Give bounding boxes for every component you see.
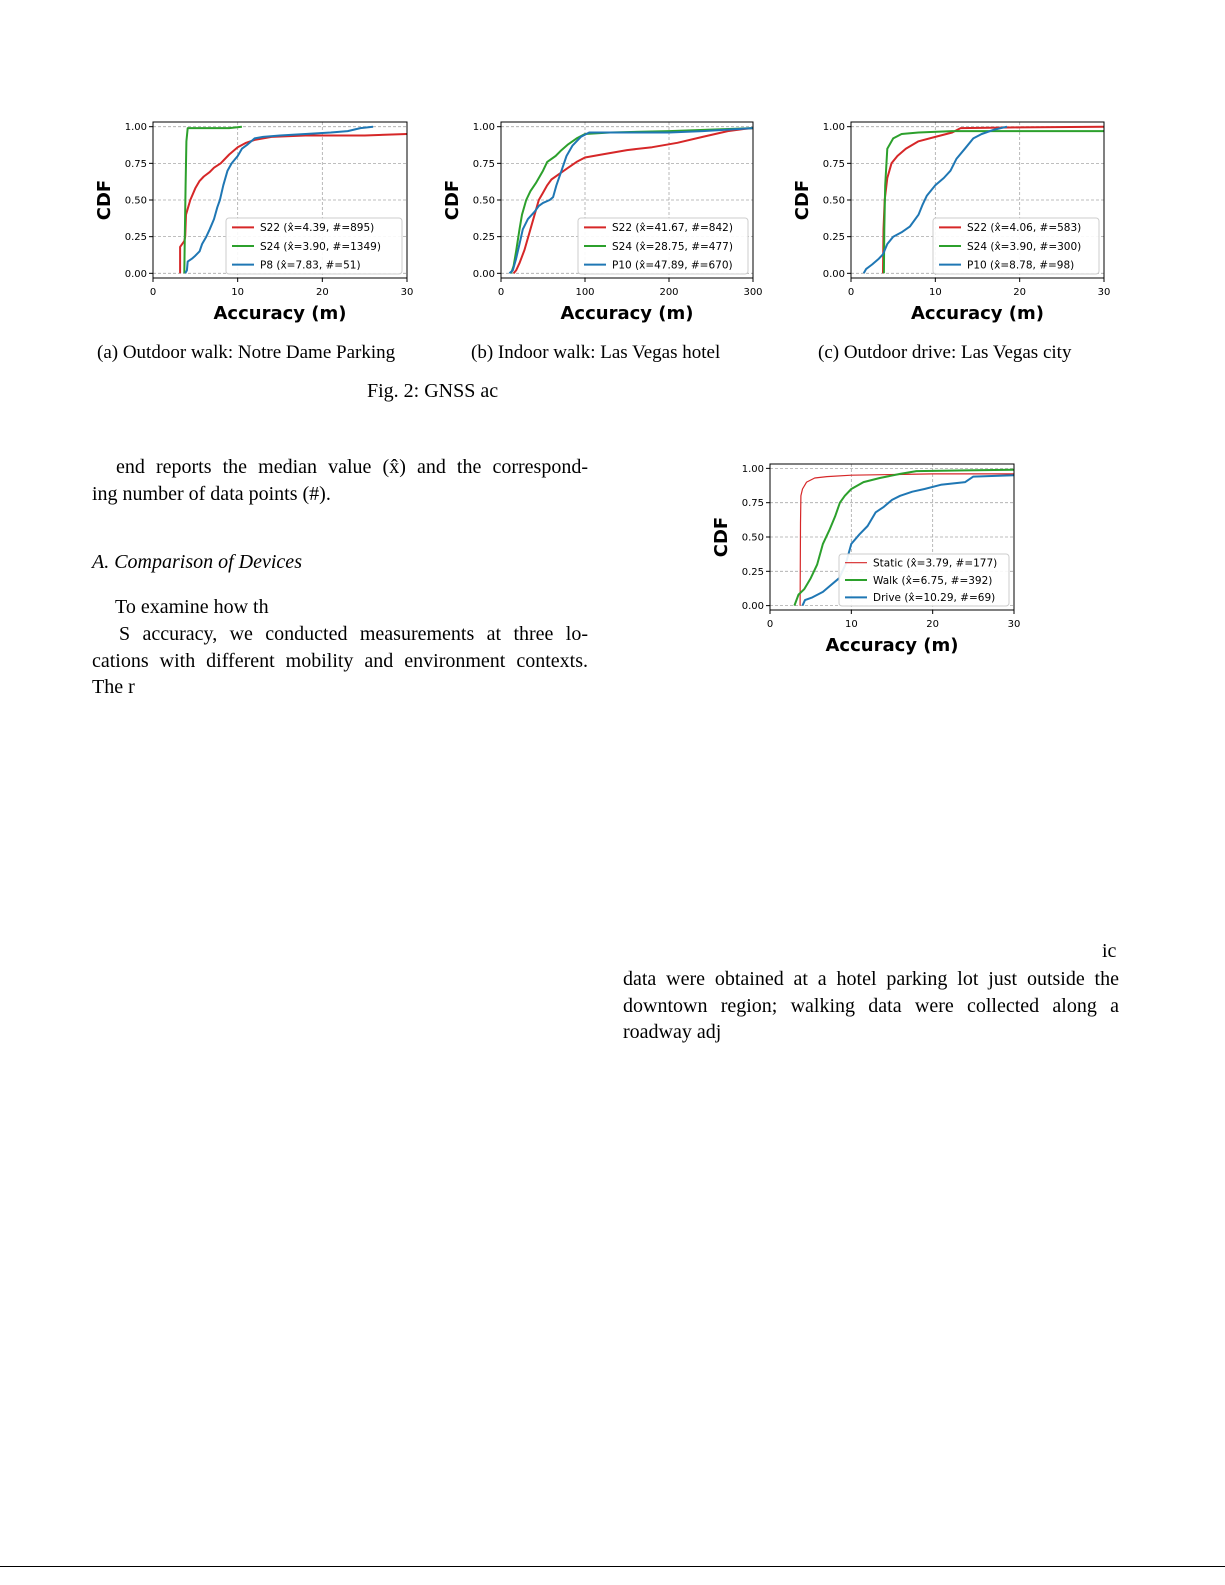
y-axis-label: CDF bbox=[442, 179, 463, 221]
x-axis-label: Accuracy (m) bbox=[213, 303, 347, 324]
y-tick-label: 0.25 bbox=[124, 232, 147, 244]
legend-label: P8 (x̂=7.83, #=51) bbox=[260, 259, 361, 272]
y-tick-label: 1.00 bbox=[822, 122, 845, 134]
legend-label: S22 (x̂=41.67, #=842) bbox=[612, 222, 733, 235]
caption-c: (c) Outdoor drive: Las Vegas city bbox=[818, 342, 1072, 363]
x-tick-label: 300 bbox=[743, 287, 763, 298]
y-tick-label: 0.25 bbox=[472, 232, 495, 244]
caption-a: (a) Outdoor walk: Notre Dame Parking bbox=[97, 342, 396, 363]
paragraph-measurements bbox=[92, 621, 588, 701]
y-tick-label: 0.00 bbox=[124, 268, 147, 280]
cdf-chart-outdoor-drive bbox=[793, 118, 1113, 328]
y-tick-label: 1.00 bbox=[124, 122, 147, 134]
x-tick-label: 0 bbox=[149, 287, 157, 298]
chart-svg bbox=[712, 460, 1022, 665]
y-tick-label: 0.50 bbox=[124, 195, 147, 207]
y-axis-label: CDF bbox=[711, 516, 732, 558]
chart-svg bbox=[95, 118, 415, 328]
legend bbox=[839, 554, 1009, 606]
y-tick-label: 1.00 bbox=[472, 122, 495, 134]
y-tick-label: 0.50 bbox=[741, 532, 764, 544]
text-fragment: To examine how th bbox=[115, 596, 269, 618]
y-tick-label: 0.50 bbox=[472, 195, 495, 207]
y-tick-label: 0.00 bbox=[472, 268, 495, 280]
legend-label: S22 (x̂=4.06, #=583) bbox=[967, 222, 1082, 235]
x-axis-label: Accuracy (m) bbox=[825, 635, 959, 656]
chart-svg bbox=[793, 118, 1113, 328]
legend-label: Static (x̂=3.79, #=177) bbox=[873, 557, 998, 570]
y-tick-label: 0.75 bbox=[124, 158, 147, 170]
legend-label: S22 (x̂=4.39, #=895) bbox=[260, 222, 375, 235]
x-tick-label: 200 bbox=[659, 287, 679, 298]
y-tick-label: 0.00 bbox=[822, 268, 845, 280]
legend-label: P10 (x̂=47.89, #=670) bbox=[612, 259, 733, 272]
paragraph-line: data were obtained at a hotel parking lot just outside the bbox=[623, 968, 1119, 990]
text-fragment: ic bbox=[1102, 940, 1117, 962]
y-axis-label: CDF bbox=[94, 179, 115, 221]
caption-b: (b) Indoor walk: Las Vegas hotel bbox=[471, 342, 721, 363]
y-tick-label: 1.00 bbox=[741, 463, 764, 475]
y-tick-label: 0.50 bbox=[822, 195, 845, 207]
paragraph-line: end reports the median value (x̂) and the correspond- bbox=[116, 456, 588, 478]
x-axis-label: Accuracy (m) bbox=[911, 303, 1044, 324]
x-tick-label: 10 bbox=[231, 287, 245, 298]
x-tick-label: 10 bbox=[844, 619, 858, 630]
legend bbox=[933, 218, 1099, 274]
y-tick-label: 0.75 bbox=[822, 158, 845, 170]
paragraph-line: cations with different mobility and environment contexts. bbox=[92, 649, 588, 672]
x-axis-label: Accuracy (m) bbox=[560, 303, 694, 324]
page-bottom-rule bbox=[0, 1566, 1225, 1567]
cdf-chart-mobility bbox=[712, 460, 1022, 665]
x-tick-label: 20 bbox=[926, 619, 940, 630]
paragraph-line: The r bbox=[92, 676, 135, 699]
chart-svg bbox=[443, 118, 763, 328]
legend-label: P10 (x̂=8.78, #=98) bbox=[967, 259, 1075, 272]
x-tick-label: 0 bbox=[766, 619, 774, 630]
legend-label: S24 (x̂=3.90, #=300) bbox=[967, 240, 1082, 253]
x-tick-label: 0 bbox=[497, 287, 505, 298]
x-tick-label: 30 bbox=[1097, 287, 1111, 298]
y-tick-label: 0.75 bbox=[741, 498, 764, 510]
legend bbox=[226, 218, 402, 274]
y-axis-label: CDF bbox=[792, 179, 813, 221]
paragraph-line: downtown region; walking data were collected along a bbox=[623, 994, 1119, 1017]
cdf-chart-outdoor-walk bbox=[95, 118, 415, 328]
legend-label: Drive (x̂=10.29, #=69) bbox=[873, 592, 996, 605]
y-tick-label: 0.00 bbox=[741, 601, 764, 613]
x-tick-label: 0 bbox=[847, 287, 855, 298]
paragraph-line: S accuracy, we conducted measurements at three lo- bbox=[119, 623, 588, 645]
y-tick-label: 0.75 bbox=[472, 158, 495, 170]
x-tick-label: 20 bbox=[1013, 287, 1027, 298]
y-tick-label: 0.25 bbox=[741, 566, 764, 578]
paragraph-line: ing number of data points (#). bbox=[92, 482, 331, 505]
y-tick-label: 0.25 bbox=[822, 232, 845, 244]
paragraph-legend-note bbox=[92, 454, 588, 507]
x-tick-label: 100 bbox=[575, 287, 595, 298]
legend-label: Walk (x̂=6.75, #=392) bbox=[873, 574, 993, 587]
x-tick-label: 30 bbox=[1007, 619, 1021, 630]
x-tick-label: 10 bbox=[928, 287, 942, 298]
cdf-chart-indoor-walk bbox=[443, 118, 763, 328]
section-heading: A. Comparison of Devices bbox=[92, 551, 302, 573]
paragraph-line: roadway adj bbox=[623, 1021, 722, 1044]
legend-label: S24 (x̂=3.90, #=1349) bbox=[260, 240, 381, 253]
figure-title: Fig. 2: GNSS ac bbox=[367, 380, 499, 402]
legend-label: S24 (x̂=28.75, #=477) bbox=[612, 240, 733, 253]
x-tick-label: 20 bbox=[315, 287, 329, 298]
legend bbox=[578, 218, 748, 274]
x-tick-label: 30 bbox=[400, 287, 414, 298]
paragraph-locations bbox=[623, 966, 1119, 1046]
